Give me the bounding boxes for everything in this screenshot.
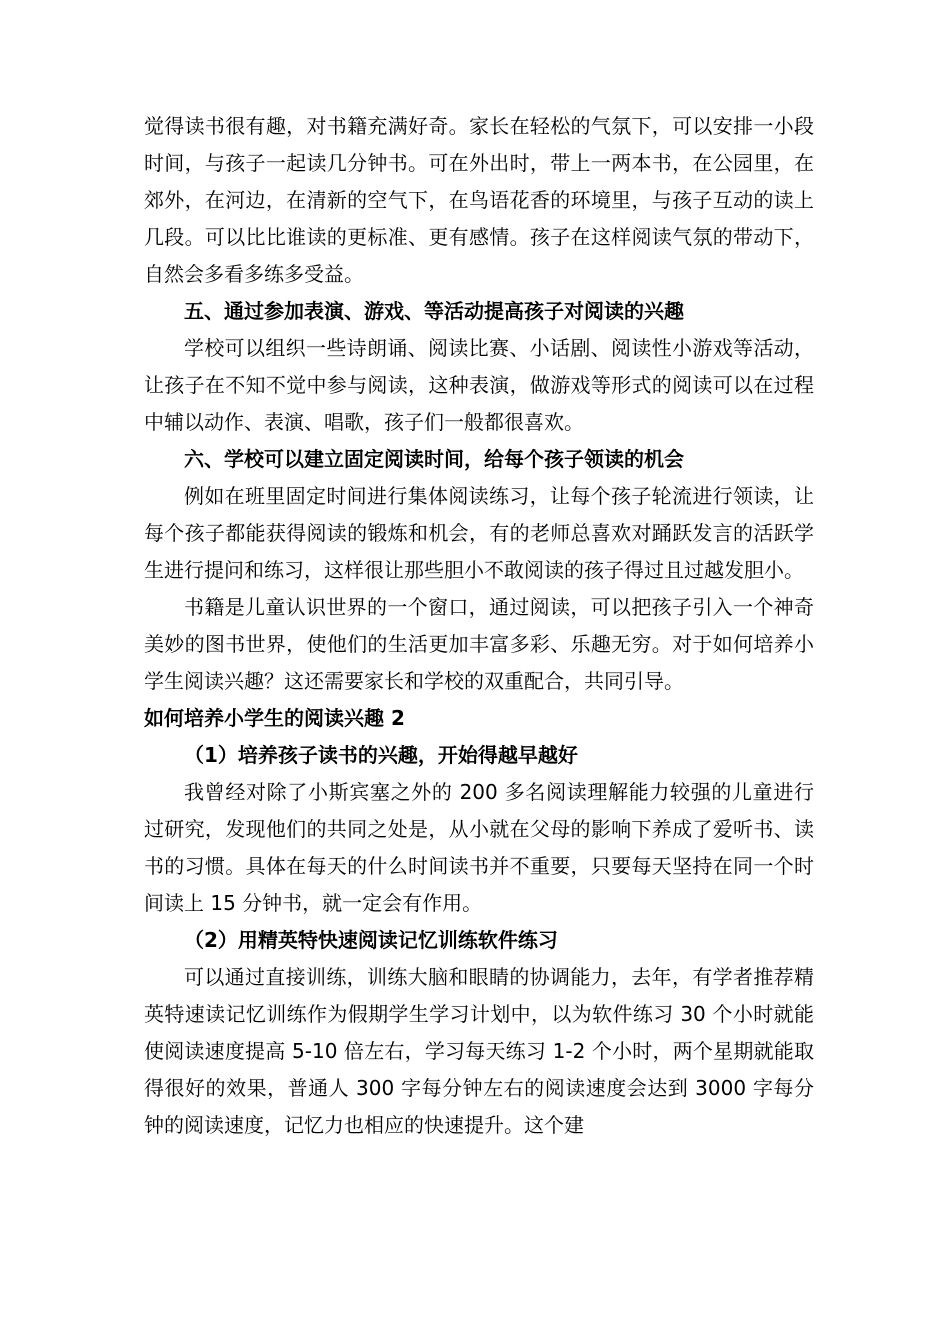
heading-section-5: 五、通过参加表演、游戏、等活动提高孩子对阅读的兴趣 bbox=[184, 299, 684, 323]
paragraph-fixed-reading-time: 例如在班里固定时间进行集体阅读练习，让每个孩子轮流进行领读，让每个孩子都能获得阅读的锻炼和机会，有的老师总喜欢对踊跃发言的活跃学生进行提问和练习，这样很让那些胆小不敢阅读的孩子得过且过越发胆小。 bbox=[144, 484, 814, 582]
paragraph-school-activities: 学校可以组织一些诗朗诵、阅读比赛、小话剧、阅读性小游戏等活动，让孩子在不知不觉中参与阅读，这种表演，做游戏等形式的阅读可以在过程中辅以动作、表演、唱歌，孩子们一般都很喜欢。 bbox=[144, 336, 814, 434]
paragraph-research: 我曾经对除了小斯宾塞之外的 200 多名阅读理解能力较强的儿童进行过研究，发现他们的共同之处是，从小就在父母的影响下养成了爱听书、读书的习惯。具体在每天的什么时间读书并不重要，只要每天坚持在同一个时间读上 15 分钟书，就一定会有作用。 bbox=[144, 780, 814, 915]
subheading-2: （2）用精英特快速阅读记忆训练软件练习 bbox=[184, 928, 558, 952]
document-body bbox=[144, 108, 814, 1144]
document-title-2: 如何培养小学生的阅读兴趣 2 bbox=[144, 706, 405, 730]
heading-section-6: 六、学校可以建立固定阅读时间，给每个孩子领读的机会 bbox=[184, 447, 684, 471]
paragraph-speed-reading: 可以通过直接训练，训练大脑和眼睛的协调能力，去年，有学者推荐精英特速读记忆训练作为假期学生学习计划中，以为软件练习 30 个小时就能使阅读速度提高 5-10 倍左右，学习每天练习 1-2 个小时，两个星期就能取得很好的效果，普通人 300 字每分钟左右的阅读速度会达到 3000 字每分钟的阅读速度，记忆力也相应的快速提升。这个建 bbox=[144, 965, 814, 1137]
subheading-1: （1）培养孩子读书的兴趣，开始得越早越好 bbox=[184, 743, 578, 767]
paragraph-conclusion: 书籍是儿童认识世界的一个窗口，通过阅读，可以把孩子引入一个神奇美妙的图书世界，使他们的生活更加丰富多彩、乐趣无穷。对于如何培养小学生阅读兴趣？这还需要家长和学校的双重配合，共同引导。 bbox=[144, 595, 814, 693]
paragraph-reading-fun: 觉得读书很有趣，对书籍充满好奇。家长在轻松的气氛下，可以安排一小段时间，与孩子一起读几分钟书。可在外出时，带上一两本书，在公园里，在郊外，在河边，在清新的空气下，在鸟语花香的环境里，与孩子互动的读上几段。可以比比谁读的更标准、更有感情。孩子在这样阅读气氛的带动下，自然会多看多练多受益。 bbox=[144, 114, 814, 286]
